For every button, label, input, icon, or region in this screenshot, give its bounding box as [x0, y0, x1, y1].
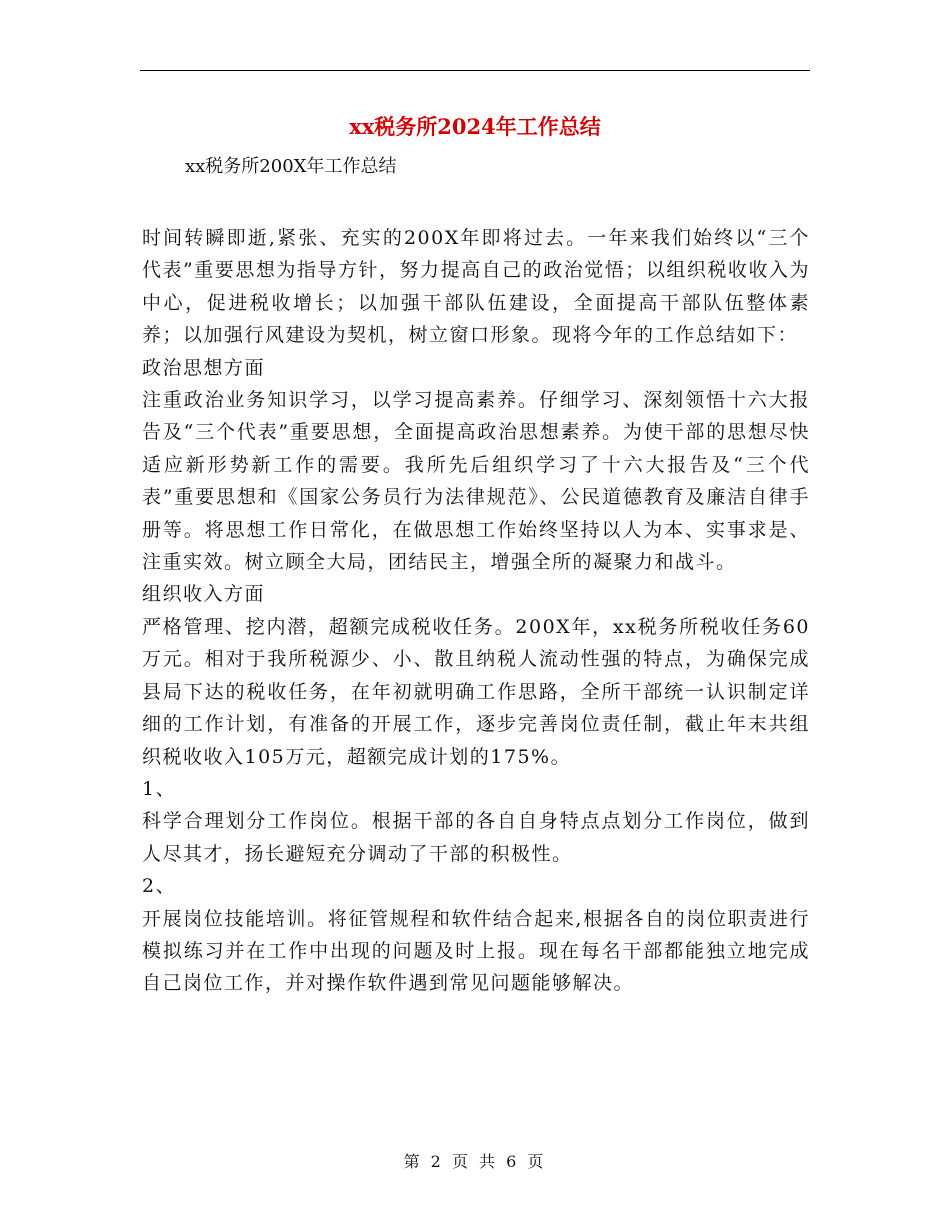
intro-paragraph: 时间转瞬即逝,紧张、充实的200X年即将过去。一年来我们始终以“三个代表”重要思想为指导方针，努力提高自己的政治觉悟；以组织税收收入为中心，促进税收增长；以加强干部队伍建设，全面提高干部队伍整体素养；以加强行风建设为契机，树立窗口形象。现将今年的工作总结如下：	[142, 227, 810, 347]
page-number: 第 2 页 共 6 页	[403, 1152, 547, 1171]
list-item-1: 科学合理划分工作岗位。根据干部的各自自身特点点划分工作岗位，做到人尽其才，扬长避短充分调动了干部的积极性。	[142, 810, 810, 865]
document-subtitle: xx税务所200X年工作总结	[185, 156, 397, 177]
list-marker-1: 1、	[142, 777, 177, 800]
list-item-2: 开展岗位技能培训。将征管规程和软件结合起来,根据各自的岗位职责进行模拟练习并在工作中出现的问题及时上报。现在每名干部都能独立地完成自己岗位工作，并对操作软件遇到常见问题能够解决。	[142, 907, 810, 995]
political-paragraph: 注重政治业务知识学习，以学习提高素养。仔细学习、深刻领悟十六大报告及“三个代表”重要思想，全面提高政治思想素养。为使干部的思想尽快适应新形势新工作的需要。我所先后组织学习了十六大报告及“三个代表”重要思想和《国家公务员行为法律规范》、公民道德教育及廉洁自律手册等。将思想工作日常化，在做思想工作始终坚持以人为本、实事求是、注重实效。树立顾全大局，团结民主，增强全所的凝聚力和战斗。	[142, 389, 810, 574]
document-title: xx税务所2024年工作总结	[349, 114, 601, 139]
section-heading-revenue: 组织收入方面	[142, 583, 266, 606]
revenue-paragraph: 严格管理、挖内潜，超额完成税收任务。200X年，xx税务所税收任务60万元。相对于我所税源少、小、散且纳税人流动性强的特点，为确保完成县局下达的税收任务，在年初就明确工作思路，全所干部统一认识制定详细的工作计划，有准备的开展工作，逐步完善岗位责任制，截止年末共组织税收收入105万元，超额完成计划的175%。	[142, 615, 810, 768]
list-marker-2: 2、	[142, 875, 177, 898]
header-rule	[140, 70, 810, 71]
document-body	[142, 222, 810, 1000]
section-heading-political: 政治思想方面	[142, 356, 266, 379]
